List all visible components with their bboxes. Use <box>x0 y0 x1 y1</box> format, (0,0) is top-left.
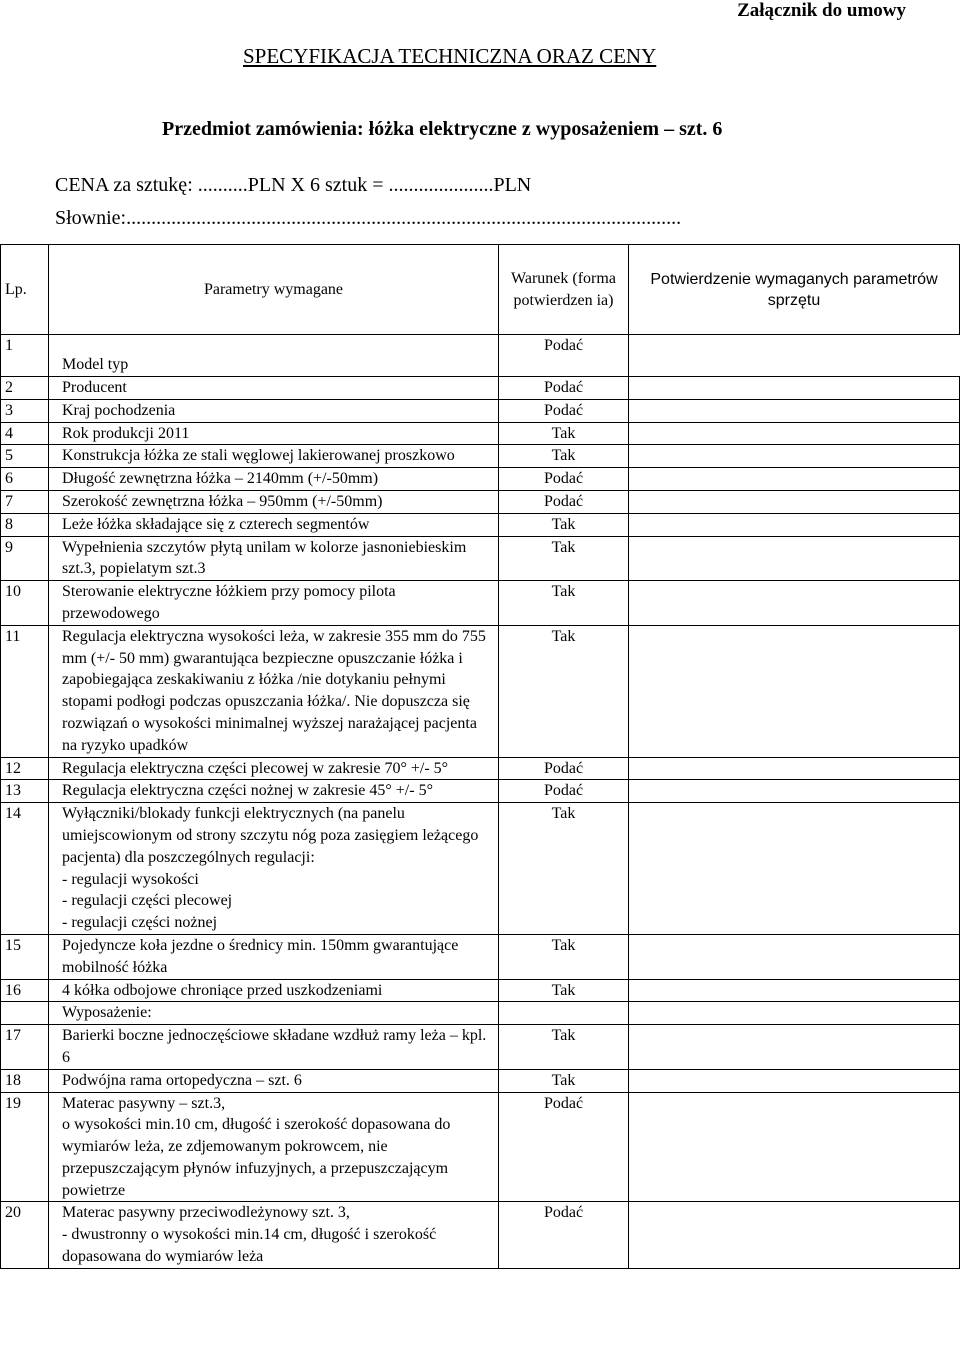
row-confirmation-cell <box>629 625 960 757</box>
row-condition: Podać <box>499 377 629 400</box>
row-number: 8 <box>1 513 49 536</box>
table-row <box>1 979 960 1002</box>
row-condition: Tak <box>499 803 629 935</box>
row-parameter: Regulacja elektryczna części plecowej w zakresie 70° +/- 5° <box>49 757 499 780</box>
row-number: 19 <box>1 1092 49 1202</box>
row-confirmation-cell <box>629 803 960 935</box>
header-parameters: Parametry wymagane <box>49 245 499 335</box>
row-condition: Podać <box>499 468 629 491</box>
table-row <box>1 377 960 400</box>
row-condition: Tak <box>499 445 629 468</box>
document-title: SPECYFIKACJA TECHNICZNA ORAZ CENY <box>243 44 657 68</box>
row-confirmation-cell <box>629 536 960 581</box>
specification-table <box>0 244 960 1269</box>
table-row <box>1 757 960 780</box>
table-row <box>1 513 960 536</box>
row-confirmation-cell <box>629 581 960 626</box>
row-confirmation-cell <box>629 513 960 536</box>
table-row <box>1 536 960 581</box>
row-number: 6 <box>1 468 49 491</box>
section-confirm-cell <box>629 1002 960 1025</box>
row-parameter: Model typ <box>49 335 499 377</box>
section-body <box>1 1002 960 1025</box>
row-parameter: Materac pasywny – szt.3, o wysokości min.10 cm, długość i szerokość dopasowana do wymiarów leża, ze zdjemowanym pokrowcem, nie przepuszczającym płynów infuzyjnych, a przepuszczającym powietrze <box>49 1092 499 1202</box>
row-number: 7 <box>1 490 49 513</box>
row-parameter: Konstrukcja łóżka ze stali węglowej lakierowanej proszkowo <box>49 445 499 468</box>
row-parameter: Rok produkcji 2011 <box>49 422 499 445</box>
row-parameter: Producent <box>49 377 499 400</box>
row-number: 11 <box>1 625 49 757</box>
row-number: 10 <box>1 581 49 626</box>
row-number: 12 <box>1 757 49 780</box>
row-confirmation-cell <box>629 399 960 422</box>
row-condition: Tak <box>499 979 629 1002</box>
row-condition: Tak <box>499 536 629 581</box>
table-row <box>1 468 960 491</box>
table-row <box>1 445 960 468</box>
section-row <box>1 1002 960 1025</box>
row-condition: Podać <box>499 490 629 513</box>
row-number: 4 <box>1 422 49 445</box>
row-confirmation-cell <box>629 1069 960 1092</box>
table-row <box>1 335 960 377</box>
table-row <box>1 625 960 757</box>
row-number: 15 <box>1 934 49 979</box>
row-number: 16 <box>1 979 49 1002</box>
table-row <box>1 1025 960 1070</box>
row-number: 9 <box>1 536 49 581</box>
row-parameter: Sterowanie elektryczne łóżkiem przy pomocy pilota przewodowego <box>49 581 499 626</box>
equipment-body <box>1 1025 960 1269</box>
row-confirmation-cell <box>629 422 960 445</box>
row-condition: Podać <box>499 335 629 377</box>
row-condition: Tak <box>499 625 629 757</box>
row-parameter: Pojedyncze koła jezdne o średnicy min. 150mm gwarantujące mobilność łóżka <box>49 934 499 979</box>
row-confirmation-cell <box>629 979 960 1002</box>
row-confirmation-cell <box>629 445 960 468</box>
section-lp-cell <box>1 1002 49 1025</box>
row-condition: Tak <box>499 581 629 626</box>
row-number: 5 <box>1 445 49 468</box>
row-number: 13 <box>1 780 49 803</box>
row-parameter: Podwójna rama ortopedyczna – szt. 6 <box>49 1069 499 1092</box>
row-number: 2 <box>1 377 49 400</box>
row-condition: Tak <box>499 513 629 536</box>
row-number: 14 <box>1 803 49 935</box>
row-condition: Podać <box>499 1202 629 1268</box>
annex-label: Załącznik do umowy <box>737 0 906 21</box>
amount-in-words: Słownie:............................................................................................................... <box>55 207 682 229</box>
table-row <box>1 934 960 979</box>
row-parameter: Kraj pochodzenia <box>49 399 499 422</box>
row-condition: Tak <box>499 934 629 979</box>
row-confirmation-cell <box>629 1092 960 1202</box>
row-parameter: Leże łóżka składające się z czterech segmentów <box>49 513 499 536</box>
row-condition: Tak <box>499 422 629 445</box>
row-parameter: Barierki boczne jednoczęściowe składane wzdłuż ramy leża – kpl. 6 <box>49 1025 499 1070</box>
row-parameter: Długość zewnętrzna łóżka – 2140mm (+/-50mm) <box>49 468 499 491</box>
row-parameter: Regulacja elektryczna części nożnej w zakresie 45° +/- 5° <box>49 780 499 803</box>
order-subject: Przedmiot zamówienia: łóżka elektryczne z wyposażeniem – szt. 6 <box>162 118 723 140</box>
row-condition: Podać <box>499 780 629 803</box>
row-number: 18 <box>1 1069 49 1092</box>
table-row <box>1 1092 960 1202</box>
table-header-row <box>1 245 960 335</box>
row-condition: Podać <box>499 399 629 422</box>
row-confirmation-cell <box>629 490 960 513</box>
table-row <box>1 581 960 626</box>
row-condition: Tak <box>499 1025 629 1070</box>
header-condition: Warunek (forma potwierdzen ia) <box>499 245 629 335</box>
table-body <box>1 335 960 1002</box>
table-row <box>1 422 960 445</box>
row-number: 3 <box>1 399 49 422</box>
row-condition: Podać <box>499 757 629 780</box>
row-parameter: Wypełnienia szczytów płytą unilam w kolorze jasnoniebieskim szt.3, popielatym szt.3 <box>49 536 499 581</box>
table-row <box>1 1069 960 1092</box>
row-parameter: Wyłączniki/blokady funkcji elektrycznych (na panelu umiejscowionym od strony szczytu nóg poza zasięgiem leżącego pacjenta) dla poszczególnych regulacji: - regulacji wysokości - regulacji części plecowej - regulacji części nożnej <box>49 803 499 935</box>
row-condition: Podać <box>499 1092 629 1202</box>
table-row <box>1 490 960 513</box>
row-number: 1 <box>1 335 49 377</box>
row-confirmation-cell <box>629 780 960 803</box>
section-label: Wyposażenie: <box>49 1002 499 1025</box>
row-number: 17 <box>1 1025 49 1070</box>
table-row <box>1 780 960 803</box>
row-confirmation-cell <box>629 757 960 780</box>
row-parameter: Szerokość zewnętrzna łóżka – 950mm (+/-50mm) <box>49 490 499 513</box>
row-confirmation-cell <box>629 377 960 400</box>
table-row <box>1 803 960 935</box>
row-confirmation-cell <box>629 934 960 979</box>
row-confirmation-cell <box>629 468 960 491</box>
header-lp: Lp. <box>1 245 49 335</box>
row-condition: Tak <box>499 1069 629 1092</box>
section-cond-cell <box>499 1002 629 1025</box>
price-line: CENA za sztukę: ..........PLN X 6 sztuk = .....................PLN <box>55 174 532 196</box>
table-row <box>1 1202 960 1268</box>
row-parameter: Materac pasywny przeciwodleżynowy szt. 3, - dwustronny o wysokości min.14 cm, długość i szerokość dopasowana do wymiarów leża <box>49 1202 499 1268</box>
row-parameter: Regulacja elektryczna wysokości leża, w zakresie 355 mm do 755 mm (+/- 50 mm) gwarantująca bezpieczne opuszczanie łóżka i zapobiegająca zeskakiwaniu z łóżka /nie dotykaniu pełnymi stopami podłogi podczas opuszczania łóżka/. Nie dopuszcza się rozwiązań o wysokości minimalnej wyższej narażającej pacjenta na ryzyko upadków <box>49 625 499 757</box>
row-confirmation-cell <box>629 1202 960 1268</box>
table-row <box>1 399 960 422</box>
row-parameter: 4 kółka odbojowe chroniące przed uszkodzeniami <box>49 979 499 1002</box>
header-confirmation: Potwierdzenie wymaganych parametrów sprzętu <box>629 245 960 335</box>
row-number: 20 <box>1 1202 49 1268</box>
row-confirmation-cell <box>629 1025 960 1070</box>
